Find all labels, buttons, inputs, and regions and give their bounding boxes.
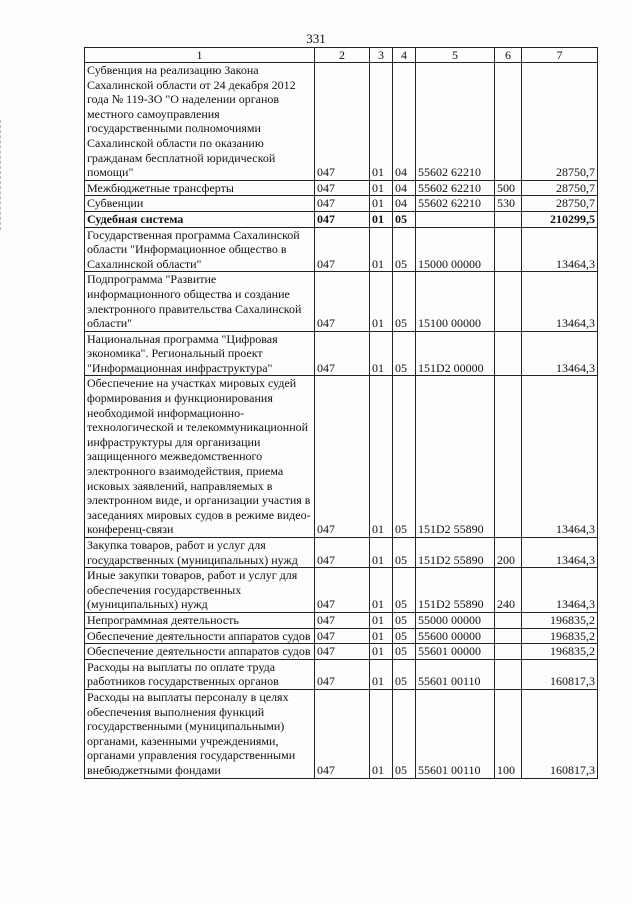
table-row [85, 272, 598, 331]
row-amount-cell: 28750,7 [522, 63, 598, 181]
row-amount-cell: 13464,3 [522, 538, 598, 568]
row-target-item-cell: 55601 00000 [416, 644, 495, 660]
table-row [85, 538, 598, 568]
row-amount-cell: 196835,2 [522, 628, 598, 644]
table-row [85, 568, 598, 613]
table-row [85, 331, 598, 376]
budget-table [84, 47, 598, 779]
row-expense-type-cell [495, 659, 522, 689]
table-row [85, 612, 598, 628]
row-amount-cell: 28750,7 [522, 180, 598, 196]
row-expense-type-cell [495, 227, 522, 272]
table-row [85, 689, 598, 778]
row-target-item-cell: 55600 00000 [416, 628, 495, 644]
table-row [85, 659, 598, 689]
row-section-cell: 01 [370, 612, 393, 628]
row-name-text: Государственная программа Сахалинской области "Информационное общество в Сахалинской области" [87, 227, 300, 271]
row-name-cell [85, 568, 315, 613]
row-code-cell: 047 [315, 196, 370, 212]
row-name-cell [85, 659, 315, 689]
row-name-text: Субвенция на реализацию Закона Сахалинской области от 24 декабря 2012 года № 119-ЗО "О наделении органов местного самоуправления государственными полномочиями Сахалинской области по оказанию гражданам бесплатной юридической помощи" [87, 63, 296, 180]
row-name-cell [85, 331, 315, 376]
row-name-text: Расходы на выплаты по оплате труда работников государственных органов [87, 659, 279, 689]
row-amount-cell: 160817,3 [522, 689, 598, 778]
row-name-text: Субвенции [87, 196, 144, 211]
row-amount-cell: 210299,5 [522, 211, 598, 227]
row-code-cell: 047 [315, 63, 370, 181]
row-code-cell: 047 [315, 568, 370, 613]
row-expense-type-cell: 500 [495, 180, 522, 196]
row-name-cell [85, 196, 315, 212]
table-row [85, 211, 598, 227]
row-name-text: Подпрограмма "Развитие информационного общества и создание электронного правительства Сахалинской области" [87, 272, 302, 331]
row-name-cell [85, 180, 315, 196]
row-name-cell [85, 689, 315, 778]
table-row [85, 628, 598, 644]
row-target-item-cell [416, 211, 495, 227]
row-subsection-cell: 05 [393, 659, 416, 689]
row-name-text: Национальная программа "Цифровая экономика". Региональный проект "Информационная инфраструктура" [87, 331, 278, 375]
row-name-cell [85, 628, 315, 644]
row-code-cell: 047 [315, 376, 370, 538]
row-expense-type-cell [495, 644, 522, 660]
row-target-item-cell: 55601 00110 [416, 689, 495, 778]
row-target-item-cell: 15100 00000 [416, 272, 495, 331]
row-name-text: Иные закупки товаров, работ и услуг для обеспечения государственных (муниципальных) нужд [87, 568, 298, 612]
row-code-cell: 047 [315, 644, 370, 660]
row-name-cell [85, 538, 315, 568]
row-name-cell [85, 612, 315, 628]
row-section-cell: 01 [370, 628, 393, 644]
row-code-cell: 047 [315, 211, 370, 227]
row-expense-type-cell [495, 628, 522, 644]
row-section-cell: 01 [370, 538, 393, 568]
table-row [85, 196, 598, 212]
header-cell: 5 [416, 48, 495, 63]
row-subsection-cell: 05 [393, 376, 416, 538]
row-subsection-cell: 05 [393, 689, 416, 778]
row-amount-cell: 196835,2 [522, 644, 598, 660]
row-section-cell: 01 [370, 331, 393, 376]
row-amount-cell: 13464,3 [522, 227, 598, 272]
row-name-cell [85, 227, 315, 272]
row-section-cell: 01 [370, 659, 393, 689]
row-expense-type-cell [495, 272, 522, 331]
row-expense-type-cell [495, 211, 522, 227]
row-name-text: Судебная система [87, 211, 184, 226]
row-amount-cell: 13464,3 [522, 568, 598, 613]
row-section-cell: 01 [370, 644, 393, 660]
row-code-cell: 047 [315, 538, 370, 568]
row-subsection-cell: 05 [393, 612, 416, 628]
row-code-cell: 047 [315, 659, 370, 689]
table-row [85, 227, 598, 272]
row-target-item-cell: 151D2 55890 [416, 538, 495, 568]
header-cell: 4 [393, 48, 416, 63]
row-amount-cell: 160817,3 [522, 659, 598, 689]
row-name-text: Непрограммная деятельность [87, 612, 239, 627]
row-name-text: Межбюджетные трансферты [87, 180, 234, 195]
table-row [85, 644, 598, 660]
row-subsection-cell: 05 [393, 272, 416, 331]
row-name-cell [85, 272, 315, 331]
row-code-cell: 047 [315, 689, 370, 778]
row-expense-type-cell: 240 [495, 568, 522, 613]
row-target-item-cell: 151D2 00000 [416, 331, 495, 376]
row-code-cell: 047 [315, 227, 370, 272]
row-expense-type-cell [495, 612, 522, 628]
row-target-item-cell: 15000 00000 [416, 227, 495, 272]
row-code-cell: 047 [315, 180, 370, 196]
row-section-cell: 01 [370, 689, 393, 778]
row-expense-type-cell: 100 [495, 689, 522, 778]
row-amount-cell: 13464,3 [522, 272, 598, 331]
row-section-cell: 01 [370, 227, 393, 272]
row-subsection-cell: 05 [393, 331, 416, 376]
row-name-text: Закупка товаров, работ и услуг для государственных (муниципальных) нужд [87, 538, 298, 567]
row-subsection-cell: 05 [393, 644, 416, 660]
row-subsection-cell: 04 [393, 180, 416, 196]
row-code-cell: 047 [315, 628, 370, 644]
scan-edge-marks [0, 120, 7, 230]
row-name-cell [85, 376, 315, 538]
row-code-cell: 047 [315, 331, 370, 376]
row-section-cell: 01 [370, 180, 393, 196]
row-name-text: Обеспечение на участках мировых судей формирования и функционирования необходимой информационно-технологической и телекоммуникационной инфраструктуры для организации защищенного межведомственного электронного взаимодействия, приема исковых заявлений, направляемых в электронном виде, и организации участия в заседаниях мировых судов в режиме видео-конференц-связи [87, 376, 311, 537]
header-cell: 7 [522, 48, 598, 63]
row-name-text: Обеспечение деятельности аппаратов судов [87, 628, 311, 643]
row-section-cell: 01 [370, 63, 393, 181]
row-target-item-cell: 55602 62210 [416, 180, 495, 196]
row-code-cell: 047 [315, 272, 370, 331]
table-row [85, 180, 598, 196]
table-row [85, 376, 598, 538]
header-cell: 6 [495, 48, 522, 63]
row-subsection-cell: 05 [393, 227, 416, 272]
row-target-item-cell: 151D2 55890 [416, 376, 495, 538]
row-expense-type-cell [495, 376, 522, 538]
row-expense-type-cell: 200 [495, 538, 522, 568]
row-subsection-cell: 05 [393, 211, 416, 227]
row-name-cell [85, 63, 315, 181]
row-target-item-cell: 55602 62210 [416, 196, 495, 212]
row-subsection-cell: 04 [393, 196, 416, 212]
row-expense-type-cell [495, 331, 522, 376]
page-number: 331 [306, 31, 326, 46]
row-subsection-cell: 05 [393, 568, 416, 613]
header-cell: 3 [370, 48, 393, 63]
row-expense-type-cell [495, 63, 522, 181]
row-target-item-cell: 55601 00110 [416, 659, 495, 689]
row-section-cell: 01 [370, 568, 393, 613]
row-amount-cell: 196835,2 [522, 612, 598, 628]
header-cell: 2 [315, 48, 370, 63]
row-subsection-cell: 05 [393, 538, 416, 568]
row-code-cell: 047 [315, 612, 370, 628]
row-amount-cell: 13464,3 [522, 376, 598, 538]
header-cell: 1 [85, 48, 315, 63]
row-expense-type-cell: 530 [495, 196, 522, 212]
row-target-item-cell: 55602 62210 [416, 63, 495, 181]
row-target-item-cell: 151D2 55890 [416, 568, 495, 613]
row-section-cell: 01 [370, 196, 393, 212]
row-amount-cell: 28750,7 [522, 196, 598, 212]
row-amount-cell: 13464,3 [522, 331, 598, 376]
row-subsection-cell: 05 [393, 628, 416, 644]
row-name-text: Обеспечение деятельности аппаратов судов [87, 644, 311, 659]
table-row [85, 63, 598, 181]
row-name-text: Расходы на выплаты персоналу в целях обеспечения выполнения функций государственными (муниципальными) органами, казенными учреждениями, органами управления государственными внебюджетными фондами [87, 689, 296, 777]
table-header-row [85, 48, 598, 63]
row-target-item-cell: 55000 00000 [416, 612, 495, 628]
row-subsection-cell: 04 [393, 63, 416, 181]
row-section-cell: 01 [370, 376, 393, 538]
row-section-cell: 01 [370, 272, 393, 331]
row-name-cell [85, 644, 315, 660]
row-section-cell: 01 [370, 211, 393, 227]
row-name-cell [85, 211, 315, 227]
